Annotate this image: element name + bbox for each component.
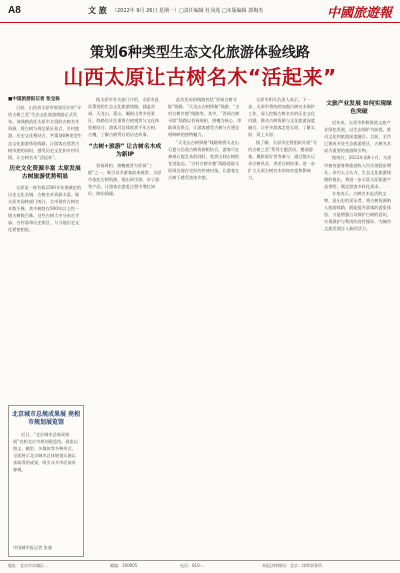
- paragraph: 太原市相关负责人表示，下一步，太原市将持续加强古树名木保护工作，深入挖掘古树名木的历史文化内涵，推动古树资源与文化旅游深度融合，让更多游客走进太原、了解太原、爱上太原。: [248, 97, 316, 138]
- footer-phone: 电话：010-…: [180, 563, 206, 568]
- byline: ■中国旅游报记者 张宝栋: [8, 97, 60, 102]
- subheadline: 策划6种类型生态文化旅游体验线路: [90, 45, 310, 61]
- brief-body: 近日，“北京城市总规成果展”亮相北京市规划展览馆。展览以图文、模型、多媒体等多种形式，全面展示北京城市总体规划实施以来取得的成果，吸引众多市民前来参观。: [13, 432, 78, 472]
- paragraph: “天龙山古树探秘”线路则将天龙山石窟与沿途古树资源相结合，游客可在参观石窟艺术的同时，欣赏山间古树的苍劲姿态。“古村古树乡愁”线路选取太原周边保存完好的传统村落，让游客在古树下感受浓浓乡愁。: [168, 139, 240, 181]
- footer-address: 地址：北京市东城区…: [8, 563, 48, 568]
- footer-legal: 本报法律顾问：北京…律师事务所: [262, 563, 322, 568]
- paragraph: 近年来，太原市积极推进文旅产业绿色发展，以生态保护为前提，推动文化和旅游深度融合。目前，全市已建成多处生态旅游景区，古树名木成为重要的旅游吸引物。: [324, 120, 392, 154]
- page-header: [0, 0, 400, 23]
- article-column-2: [88, 96, 162, 556]
- crosshead: “古树+旅游” 让古树名木成为新IP: [88, 143, 162, 158]
- newspaper-logo: 中國旅遊報: [326, 6, 392, 21]
- date-line: （2022年 9月 26日 星期一）□责任编辑 杜凤莲 □本版编辑 郭梅杰: [112, 8, 264, 14]
- paragraph: 此次发布的线路包括“晋祠古树寻踪”线路、“天龙山古树探秘”线路、“古村古树乡愁”线路等。其中，“晋祠古树寻踪”线路以晋祠周柏、唐槐为核心，串联周边景点，让游客感受古树与古建交相辉映的独特魅力。: [168, 97, 242, 138]
- paragraph: 专家表示，古树名木是活的文物，是历史的见证者。将古树资源纳入旅游线路，既能提升游客的游览体验，又能增强公众保护古树的意识，实现保护与利用的良性循环，为城市文旅发展注入新的活力。: [324, 190, 392, 232]
- footer-postcode: 邮编：100005: [110, 563, 138, 568]
- paragraph: 据太原市有关部门介绍，太原市此次策划的生态文化旅游线路，涵盖晋祠、天龙山、蒙山、崛围山等多处景区，线路设计注重将古树观赏与文化体验相结合。游客可沿线欣赏千年古柏、古槐，了解古树背后的历史故事。: [88, 97, 160, 138]
- article-column-3: [168, 96, 242, 556]
- news-brief-box: [8, 405, 84, 557]
- main-headline: 山西太原让古树名木“活起来”: [63, 65, 337, 89]
- paragraph: 晋祠周柏、唐槐被誉为晋祠“三绝”之一，吸引众多游客前来观赏。太原市依托古树资源，推出研学游、亲子游等产品，让游客在游览过程中增长知识、陶冶情操。: [88, 162, 162, 196]
- crosshead: 文旅产业发展 如何实现绿色突破: [326, 101, 392, 115]
- article-column-5: [324, 96, 394, 556]
- paragraph: 日前，山西省太原市规划设计的“寻找古树之美”生态文化旅游线路正式发布。该线路依托太原市丰富的古树名木资源，将古树与周边景区景点、乡村旅游、历史文化相结合，共策划6种类型生态文化旅游体验线路，让游客在欣赏古树风貌的同时，感受历史文化和乡村风情，让古树名木“活起来”。: [8, 105, 82, 160]
- article-column-4: [248, 96, 318, 556]
- brief-credit: 中国城市报记者 张童: [13, 545, 53, 550]
- crosshead: 历史文化资源丰富 太原发展古树旅游优势明显: [9, 165, 81, 180]
- paragraph: 据统计，2022年前8个月，太原市接待游客和旅游收入均实现稳步增长。业内人士认为，生态文化旅游线路的推出，将进一步丰富太原旅游产品供给，满足游客多样化需求。: [324, 155, 392, 189]
- brief-title: 北京城市总规成果展 亮相市规划展览馆: [11, 411, 81, 426]
- section-name: 文 旅: [88, 6, 107, 15]
- paragraph: 太原是一座有着2500多年建城史的历史文化名城，古树名木资源丰富。据太原市园林部门统计，全市现有古树名木数千株，其中树龄在500年以上的一级古树数百株。这些古树大多分布在寺庙、古村落和历史街区，与当地历史文化紧密相连。: [8, 184, 82, 233]
- article-column-1: [8, 96, 82, 396]
- paragraph: 据了解，太原市还将组织开展“寻找古树之美”系列主题活动，邀请游客、摄影爱好者等参与，通过镜头记录古树风采，讲述古树故事，进一步扩大太原古树名木的知名度和影响力。: [248, 139, 317, 181]
- page-footer: [0, 560, 400, 573]
- page-number: A8: [8, 5, 21, 16]
